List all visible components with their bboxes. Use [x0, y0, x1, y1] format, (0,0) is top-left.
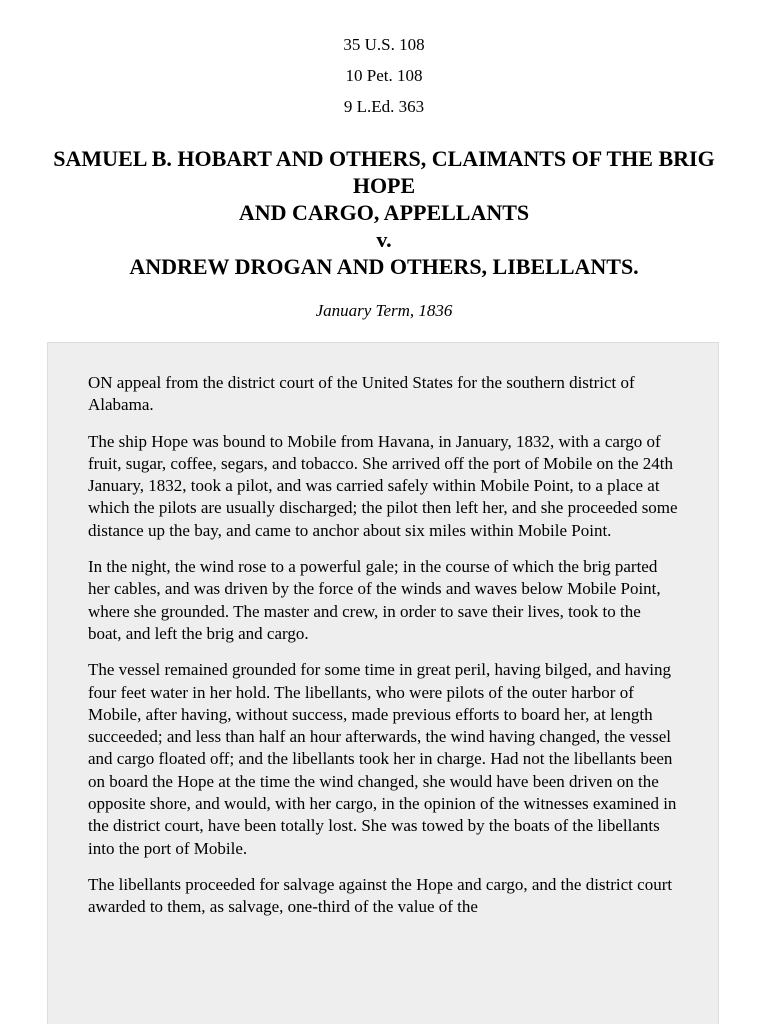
- title-line-claimants: SAMUEL B. HOBART AND OTHERS, CLAIMANTS OF THE BRIG HOPE: [53, 146, 715, 198]
- title-line-versus: v.: [376, 227, 392, 252]
- case-title: [40, 145, 728, 280]
- paragraph-salvage-award: The libellants proceeded for salvage against the Hope and cargo, and the district court awarded to them, as salvage, one-third of the value of the: [88, 874, 673, 917]
- paragraph-appeal: ON appeal from the district court of the United States for the southern district of Alabama.: [88, 373, 635, 415]
- citations: [0, 34, 768, 127]
- title-line-libellants: ANDREW DROGAN AND OTHERS, LIBELLANTS.: [129, 254, 639, 279]
- opinion-text: [48, 343, 718, 919]
- term-date: January Term, 1836: [315, 301, 453, 320]
- paragraph-salvage-rescue: The vessel remained grounded for some time in great peril, having bilged, and having four feet water in her hold. The libellants, who were pilots of the outer harbor of Mobile, after having, without success, made previous efforts to board her, at length succeeded; and less than half an hour afterwards, the wind having changed, the vessel and cargo floated off; and the libellants took her in charge. Had not the libellants been on board the Hope at the time the wind changed, she would have been driven on the opposite shore, and would, with her cargo, in the opinion of the witnesses examined in the district court, have been totally lost. She was towed by the boats of the libellants into the port of Mobile.: [88, 660, 677, 858]
- citation-us: 35 U.S. 108: [343, 35, 425, 54]
- citation-led: 9 L.Ed. 363: [343, 97, 425, 116]
- citation-pet: 10 Pet. 108: [345, 66, 423, 85]
- paragraph-voyage: The ship Hope was bound to Mobile from Havana, in January, 1832, with a cargo of fruit, sugar, coffee, segars, and tobacco. She arrived off the port of Mobile on the 24th January, 1832, took a pilot, and was carried safely within Mobile Point, to a place at which the pilots are usually discharged; the pilot then left her, and she proceeded some distance up the bay, and came to anchor about six miles within Mobile Point.: [88, 431, 678, 540]
- paragraph-gale: In the night, the wind rose to a powerful gale; in the course of which the brig parted her cables, and was driven by the force of the winds and waves below Mobile Point, where she grounded. The master and crew, in order to save their lives, took to the boat, and left the brig and cargo.: [88, 557, 661, 643]
- title-line-appellants: AND CARGO, APPELLANTS: [238, 200, 530, 225]
- opinion-body: [47, 342, 719, 1024]
